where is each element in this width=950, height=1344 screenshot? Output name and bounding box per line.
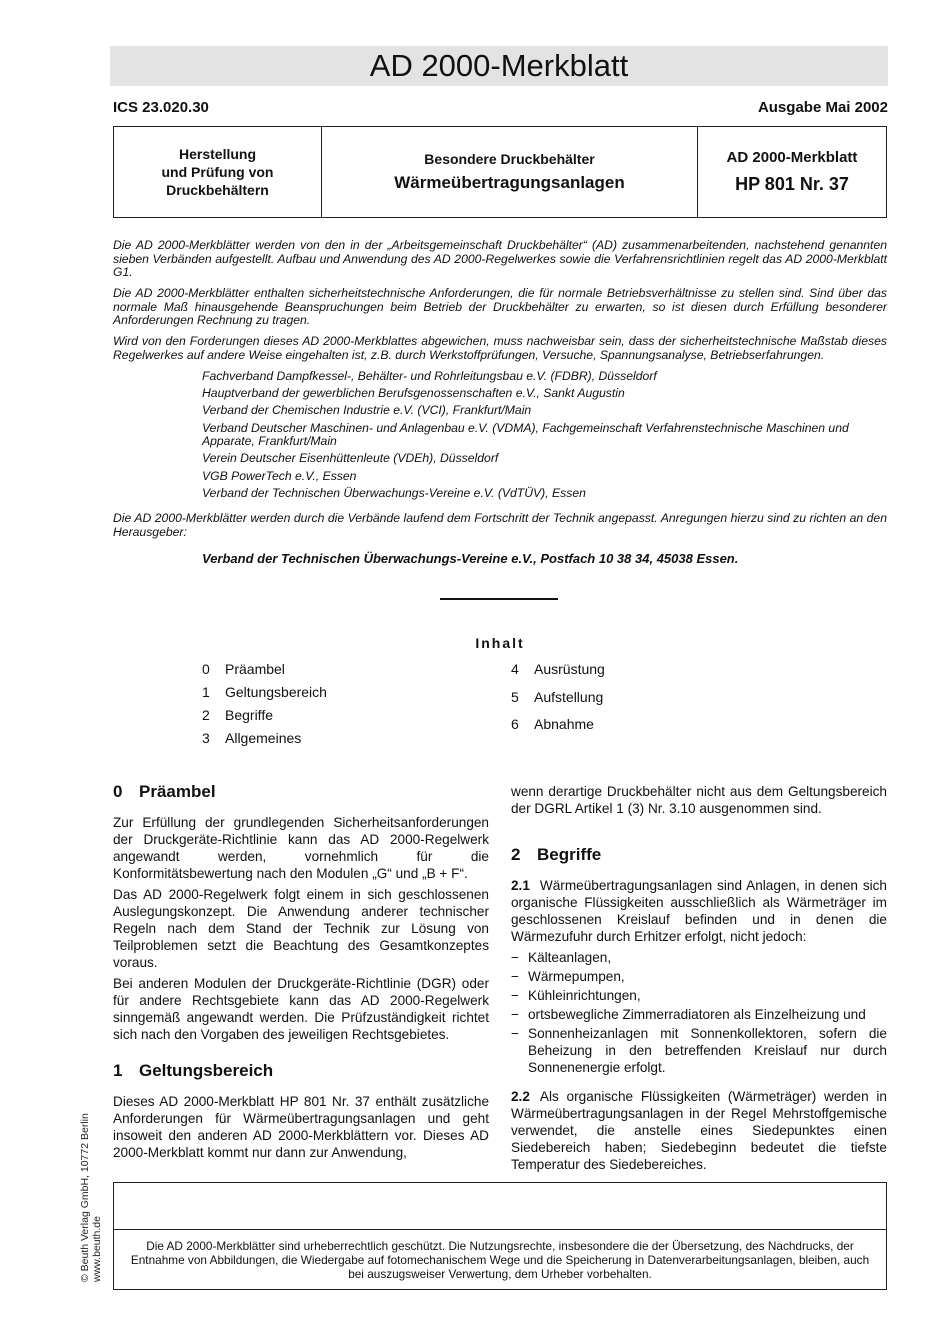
association-item: Verband der Technischen Überwachungs-Vereine e.V. (VdTÜV), Essen (202, 485, 586, 500)
section-number: 0 (113, 782, 123, 801)
toc-item-number: 4 (511, 661, 519, 677)
body-paragraph: Das AD 2000-Regelwerk folgt einem in sich geschlossenen Auslegungskonzept. Die Anwendung anderer technischer Regeln nach dem Stand der Technik zur Lösung von Teilproblemen setzt die Beachtung des Gesamtkonzeptes voraus. (113, 887, 489, 970)
toc-item-label: Aufstellung (534, 688, 604, 705)
toc-item-label: Ausrüstung (534, 661, 605, 677)
document-series: AD 2000-Merkblatt (726, 149, 858, 166)
toc-item-number: 3 (202, 730, 210, 746)
toc-item (202, 730, 462, 753)
toc-left-column (202, 661, 462, 753)
association-item: Fachverband Dampfkessel-, Behälter- und Rohrleitungsbau e.V. (FDBR), Düsseldorf (202, 369, 657, 383)
body-paragraph (511, 877, 887, 945)
toc-item (202, 707, 462, 730)
clause-text: Als organische Flüssigkeiten (Wärmeträger) werden in Wärmeübertragungsanlagen in der Regel Mehrstoffgemische verwendet, die anstelle eines Siedepunktes einen Siedebereich haben; Siedebeginn bedeutet die tiefste Temperatur des Siedebereiches. (511, 1089, 887, 1172)
category-cell (114, 127, 322, 217)
category-line: Druckbehältern (166, 182, 269, 198)
section-title: Präambel (139, 782, 216, 801)
header-table (113, 126, 887, 218)
category-line: Herstellung (178, 146, 256, 162)
intro-paragraph: Wird von den Forderungen dieses AD 2000-Merkblattes abgewichen, muss nachweisbar sein, dass der sicherheitstechnische Maßstab dieses Regelwerkes auf andere Weise eingehalten ist, z.B. durch Werkstoffprüfungen, Versuche, Spannungsanalyse, Betriebserfahrungen. (113, 334, 887, 362)
publisher-address: Verband der Technischen Überwachungs-Vereine e.V., Postfach 10 38 34, 45038 Essen. (202, 551, 739, 566)
clause-text: Wärmeübertragungsanlagen sind Anlagen, in denen sich organische Flüssigkeiten ausschließlich als Wärmeträger im geschlossenen Kreislauf befinden und in denen die Wärmezufuhr durch Erhitzer erfolgt, nicht jedoch: (511, 878, 887, 944)
issue-date: Ausgabe Mai 2002 (757, 99, 888, 116)
document-title: AD 2000-Merkblatt (110, 46, 888, 86)
association-list (202, 370, 867, 504)
list-item: − Kälteanlagen, (511, 949, 887, 966)
body-right-column (511, 783, 887, 1177)
toc-item (511, 716, 711, 739)
footer-divider (114, 1229, 886, 1230)
side-note-line: © Beuth Verlag GmbH, 10772 Berlin (79, 1113, 91, 1282)
body-paragraph: Bei anderen Modulen der Druckgeräte-Richtlinie (DGR) oder für andere Rechtsgebiete kann das AD 2000-Regelwerk sinngemäß angewandt werden. Die Prüfzuständigkeit richtet sich nach den Vorgaben des jeweiligen Rechtsgebietes. (113, 976, 489, 1042)
body-left-column (113, 783, 489, 1165)
association-item: Verein Deutscher Eisenhüttenleute (VDEh), Düsseldorf (202, 451, 499, 466)
section-heading (113, 1062, 489, 1079)
body-paragraph: wenn derartige Druckbehälter nicht aus dem Geltungsbereich der DGRL Artikel 1 (3) Nr. 3.10 ausgenommen sind. (511, 784, 887, 816)
section-number: 2 (511, 845, 521, 864)
list-item: − Sonnenheizanlagen mit Sonnenkollektoren, sofern die Beheizung in den betreffenden Kreislauf nur durch Sonnenenergie erfolgt. (511, 1025, 887, 1076)
category-line: und Prüfung von (161, 164, 274, 180)
clause-number: 2.2 (511, 1089, 530, 1104)
toc-item (511, 661, 711, 689)
list-item: − Kühleinrichtungen, (511, 987, 887, 1004)
toc-item (511, 689, 711, 717)
publisher-side-note (79, 1082, 103, 1282)
meta-line (113, 99, 888, 119)
subject-title: Wärmeübertragungsanlagen (394, 173, 625, 192)
intro-paragraph: Die AD 2000-Merkblätter enthalten sicherheitstechnische Anforderungen, die für normale Betriebsverhältnisse zu stellen sind. Sind über das normale Maß hinausgehende Beanspruchungen beim Betrieb der Druckbehälter zu erwarten, so ist diesen durch Erfüllung besonderer Anforderungen Rechnung zu tragen. (113, 286, 887, 328)
ics-code: ICS 23.020.30 (113, 99, 209, 116)
section-title: Begriffe (537, 845, 602, 864)
intro-paragraph: Die AD 2000-Merkblätter werden von den in der „Arbeitsgemeinschaft Druckbehälter“ (AD) zusammenarbeitenden, nachstehend genannten sieben Verbänden aufgestellt. Aufbau und Anwendung des AD 2000-Regelwerkes sowie die Verfahrensrichtlinien regelt das AD 2000-Merkblatt G1. (113, 238, 887, 280)
toc-right-column (511, 661, 711, 739)
list-item: − Wärmepumpen, (511, 968, 887, 985)
toc-item-number: 6 (511, 716, 519, 732)
section-number: 1 (113, 1061, 123, 1080)
section-heading (511, 846, 887, 863)
association-item: Verband Deutscher Maschinen- und Anlagenbau e.V. (VDMA), Fachgemeinschaft Verfahrenstechnische Maschinen und Apparate, Frankfurt/Main (202, 420, 849, 449)
toc-item-number: 2 (202, 707, 210, 723)
association-item: VGB PowerTech e.V., Essen (202, 468, 357, 483)
body-paragraph: Zur Erfüllung der grundlegenden Sicherheitsanforderungen der Druckgeräte-Richtlinie kann das AD 2000-Regelwerk angewandt werden, vornehmlich für die Konformitätsbewertung nach den Modulen „G“ und „B + F“. (113, 815, 489, 881)
subject-cell (322, 127, 698, 217)
copyright-notice: Die AD 2000-Merkblätter sind urheberrechtlich geschützt. Die Nutzungsrechte, insbesondere die der Übersetzung, des Nachdrucks, der Entnahme von Abbildungen, die Wiedergabe auf fotomechanischem Wege und die Speicherung in Datenverarbeitungsanlagen, bleiben, auch bei auszugsweiser Verwertung, dem Urheber vorbehalten. (130, 1239, 870, 1281)
body-paragraph: Dieses AD 2000-Merkblatt HP 801 Nr. 37 enthält zusätzliche Anforderungen für Wärmeübertragungsanlagen und geht insoweit den anderen AD 2000-Merkblättern vor. Dieses AD 2000-Merkblatt kommt nur dann zur Anwendung, (113, 1094, 489, 1160)
toc-item-number: 5 (511, 688, 519, 705)
list-item: − ortsbewegliche Zimmerradiatoren als Einzelheizung und (511, 1006, 887, 1023)
document-number: HP 801 Nr. 37 (735, 174, 849, 194)
toc-item-label: Geltungsbereich (225, 684, 327, 700)
association-item: Hauptverband der gewerblichen Berufsgenossenschaften e.V., Sankt Augustin (202, 386, 625, 401)
toc-item-label: Präambel (225, 661, 285, 677)
toc-item-label: Abnahme (534, 716, 594, 732)
toc-item-label: Begriffe (225, 707, 273, 723)
clause-number: 2.1 (511, 878, 530, 893)
toc-item (202, 661, 462, 684)
section-title: Geltungsbereich (139, 1061, 274, 1080)
toc-item-label: Allgemeines (225, 730, 302, 746)
association-item: Verband der Chemischen Industrie e.V. (VCI), Frankfurt/Main (202, 403, 532, 418)
document-id-cell (698, 127, 886, 217)
copyright-box (113, 1182, 887, 1290)
toc-title: Inhalt (475, 635, 525, 651)
section-heading (113, 783, 489, 800)
section-divider (440, 598, 558, 600)
toc-item (202, 684, 462, 707)
body-paragraph (511, 1088, 887, 1173)
toc-item-number: 0 (202, 661, 210, 677)
subject-subtitle: Besondere Druckbehälter (424, 151, 595, 167)
side-note-line: www.beuth.de (91, 1216, 103, 1282)
toc-item-number: 1 (202, 684, 210, 700)
intro-paragraph: Die AD 2000-Merkblätter werden durch die Verbände laufend dem Fortschritt der Technik angepasst. Anregungen hierzu sind zu richten an den Herausgeber: (113, 511, 887, 539)
